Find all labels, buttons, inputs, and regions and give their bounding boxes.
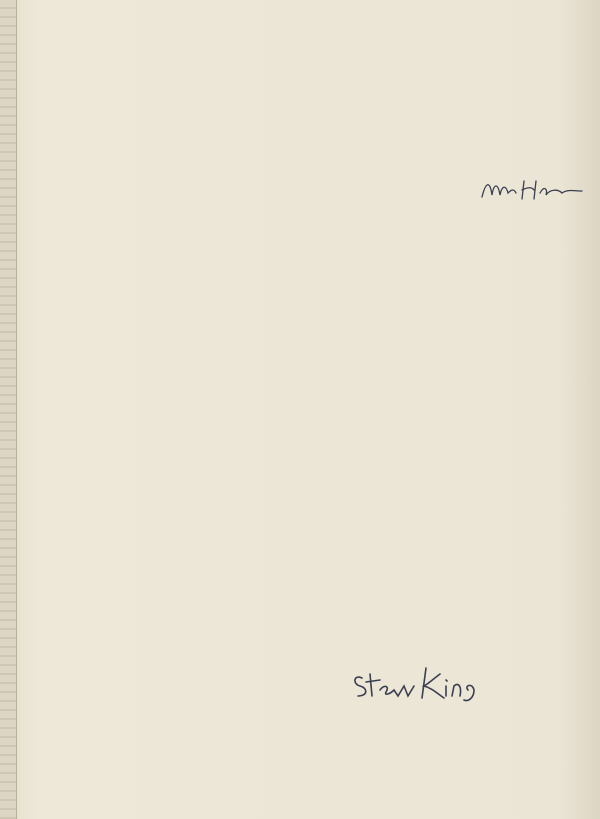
article-text-line bbox=[320, 30, 582, 44]
right-column bbox=[320, 30, 582, 151]
signature-mae-hoffmann bbox=[478, 175, 588, 209]
continued-note bbox=[320, 77, 582, 91]
article-text-line bbox=[320, 137, 582, 151]
signature-stew-king bbox=[350, 664, 480, 710]
binding-edge bbox=[0, 0, 17, 819]
article-text-line bbox=[320, 44, 582, 58]
